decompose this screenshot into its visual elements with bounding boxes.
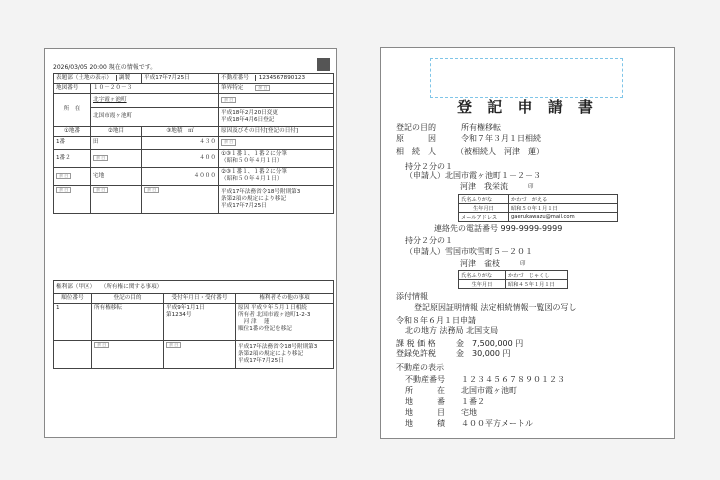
boundary-label: 筆界特定 [221, 84, 244, 91]
map-number-label: 地図番号 [54, 83, 91, 93]
land-cause: ①③１番１、１番２に分筆 （昭和５０年４月１日） [219, 149, 334, 167]
tax-base-label: 課 税 価 格 [396, 339, 436, 348]
share-1: 持分２分の１ [405, 162, 453, 171]
land-area: ４０００ [142, 167, 219, 185]
rights-table [53, 280, 334, 369]
furigana-label: 氏名ふりがな [459, 195, 509, 204]
purpose-value: 所有権移転 [461, 123, 501, 132]
col-purpose: 登記の目的 [92, 294, 164, 304]
table-row [459, 271, 568, 280]
lot-number: 1番２ [54, 149, 91, 167]
applicant-2-info-table [458, 270, 568, 289]
location-change-note: 平成18年2月20日変更 平成18年4月6日登記 [219, 107, 334, 126]
land-cause-cell [219, 136, 334, 149]
land-cause: ②③１番１、１番２に分筆 （昭和５０年４月１日） [219, 167, 334, 185]
location-row [54, 93, 334, 107]
registration-tax-value: 金 30,000 円 [456, 349, 511, 358]
info-timestamp: 2026/03/05 20:00 現在の情報です。 [53, 64, 157, 71]
contact-phone: 連絡先の電話番号 999-9999-9999 [434, 224, 563, 233]
rights-purpose-ribbon: 余 白 [94, 342, 109, 348]
realty-number-value: 1234567890123 [255, 75, 305, 81]
rights-details: 原因 平成９年５月１日相続 所有者 北国市霞ヶ池町1-2-3 河 津 蓮 順位1番の登記を移記 [236, 303, 334, 340]
rights-receipt-ribbon: 余 白 [166, 342, 181, 348]
section-label [54, 74, 142, 84]
property-realty-number-label: 不動産番号 [405, 375, 445, 384]
birthdate-value: 昭和４５年１月１日 [506, 280, 568, 289]
lot-number: 1番 [54, 136, 91, 149]
section-label-text: 表題部（土地の表示） [56, 75, 112, 81]
col-area: ③地積 ㎡ [142, 126, 219, 136]
boundary-cell [219, 83, 334, 93]
application-date: 令和８年６月１日申請 [396, 316, 476, 325]
registry-office: 北の地方 法務局 北国支局 [405, 326, 499, 335]
rights-details: 平成17年法務省令18号附則第3 条第2項の規定により移記 平成17年7月25日 [236, 340, 334, 368]
seal-mark-icon [317, 58, 330, 71]
table-row [459, 280, 568, 289]
cause-value: 令和７年３月１日相続 [461, 134, 541, 143]
lot-number-cell [54, 185, 91, 213]
property-realty-number-value: １２３４５６７８９０１２３ [461, 375, 565, 384]
rights-purpose: 所有権移転 [92, 303, 164, 340]
map-row [54, 83, 334, 93]
rights-receipt-cell [164, 340, 236, 368]
revenue-stamp-area [430, 58, 623, 98]
col-rank: 順位番号 [54, 294, 92, 304]
land-category-cell [91, 149, 142, 167]
realty-number-label: 不動産番号 [221, 75, 249, 81]
birthdate-label: 生年月日 [459, 204, 509, 213]
lot-ribbon: 余 白 [56, 173, 71, 179]
rights-section-label: 権利部（甲区） （所有権に関する事項） [54, 281, 334, 294]
applicant-2-seal: 印 [520, 261, 526, 267]
rights-rank [54, 340, 92, 368]
table-row [54, 185, 334, 213]
land-area: ４００ [142, 149, 219, 167]
land-cause-ribbon: 余 白 [221, 139, 236, 145]
table-row [459, 213, 618, 222]
col-details: 権利者その他の事項 [236, 294, 334, 304]
table-row [54, 136, 334, 149]
heir-label: 相 続 人 [396, 147, 436, 156]
rights-section-row [54, 281, 334, 294]
lot-number-cell [54, 167, 91, 185]
map-number-cell [91, 83, 219, 93]
applicant-1-name: 河津 我栄流 [460, 182, 508, 191]
attachment-value: 登記原因証明情報 法定相続情報一覧図の写し [414, 303, 577, 312]
table-row [54, 303, 334, 340]
table-row [459, 195, 618, 204]
col-cause: 原因及びその日付[登記の日付] [219, 126, 334, 136]
map-number-value: １０－２０－３ [93, 84, 133, 91]
rights-header-row [54, 294, 334, 304]
applicant-2-name: 河津 雀枝 [460, 259, 500, 268]
tax-base-value: 金 7,500,000 円 [456, 339, 524, 348]
table-row [54, 167, 334, 185]
land-category-ribbon: 余 白 [93, 155, 108, 161]
share-2: 持分２分の１ [405, 236, 453, 245]
cause-label: 原 因 [396, 134, 436, 143]
col-category: ②地目 [91, 126, 142, 136]
furigana-value: かわづ じゃくし [506, 271, 568, 280]
prepared-date: 平成17年7月25日 [142, 74, 219, 84]
property-area-value: ４００平方メートル [461, 419, 533, 428]
land-category-cell [91, 185, 142, 213]
birthdate-value: 昭和５０年１月１日 [509, 204, 618, 213]
purpose-label: 登記の目的 [396, 123, 436, 132]
prepared-label: 調製 [116, 75, 130, 81]
location-old: 北字霞ヶ池町 [91, 93, 219, 107]
email-label: メールアドレス [459, 213, 509, 222]
land-cause: 平成17年法務省令18号附則第3 条第2項の規定により移記 平成17年7月25日 [219, 185, 334, 213]
col-lot: ①地番 [54, 126, 91, 136]
registry-certificate-page [44, 48, 337, 438]
page-title: 登 記 申 請 書 [457, 98, 598, 116]
property-area-label: 地 積 [405, 419, 445, 428]
land-header-row [54, 126, 334, 136]
property-lot-label: 地 番 [405, 397, 445, 406]
property-category-label: 地 目 [405, 408, 445, 417]
rights-rank: 1 [54, 303, 92, 340]
location-old-ribbon-cell [219, 93, 334, 107]
rights-purpose-cell [92, 340, 164, 368]
applicant-1-info-table [458, 194, 618, 222]
furigana-label: 氏名ふりがな [459, 271, 506, 280]
property-category-value: 宅地 [461, 408, 477, 417]
email-value: gaerukawazu@mail.com [509, 213, 618, 222]
heir-value: （被相続人 河津 蓮） [456, 147, 544, 156]
lot-ribbon: 余 白 [56, 187, 71, 193]
land-category: 田 [91, 136, 142, 149]
furigana-value: かわづ がえる [509, 195, 618, 204]
boundary-ribbon: 余 白 [255, 85, 270, 91]
land-area: ４３０ [142, 136, 219, 149]
birthdate-label: 生年月日 [459, 280, 506, 289]
land-area-cell [142, 185, 219, 213]
applicant-1-address: （申請人）北国市霞ヶ池町１－２－３ [405, 171, 541, 180]
property-location-value: 北国市霞ヶ池町 [461, 386, 517, 395]
registration-tax-label: 登録免許税 [396, 349, 436, 358]
rights-receipt: 平成9年1月1日 第1234号 [164, 303, 236, 340]
location-old-ribbon: 余 白 [221, 97, 236, 103]
title-row [54, 74, 334, 84]
land-title-table [53, 73, 334, 214]
location-row-current [54, 107, 334, 126]
applicant-2-address: （申請人）雪国市吹雪町５－２０１ [405, 247, 533, 256]
land-category: 宅地 [91, 167, 142, 185]
table-row [54, 149, 334, 167]
property-location-label: 所 在 [405, 386, 445, 395]
attachment-label: 添付情報 [396, 292, 428, 301]
table-row [54, 340, 334, 368]
land-category-ribbon: 余 白 [93, 187, 108, 193]
land-area-ribbon: 余 白 [144, 187, 159, 193]
applicant-1-seal: 印 [528, 184, 534, 190]
location-label: 所 在 [54, 93, 91, 126]
registration-application-page [380, 47, 675, 439]
realty-number-cell [219, 74, 334, 84]
property-lot-value: １番２ [461, 397, 485, 406]
property-label: 不動産の表示 [396, 363, 444, 372]
col-receipt: 受付年月日・受付番号 [164, 294, 236, 304]
location-current: 北国市霞ヶ池町 [91, 107, 219, 126]
table-row [459, 204, 618, 213]
